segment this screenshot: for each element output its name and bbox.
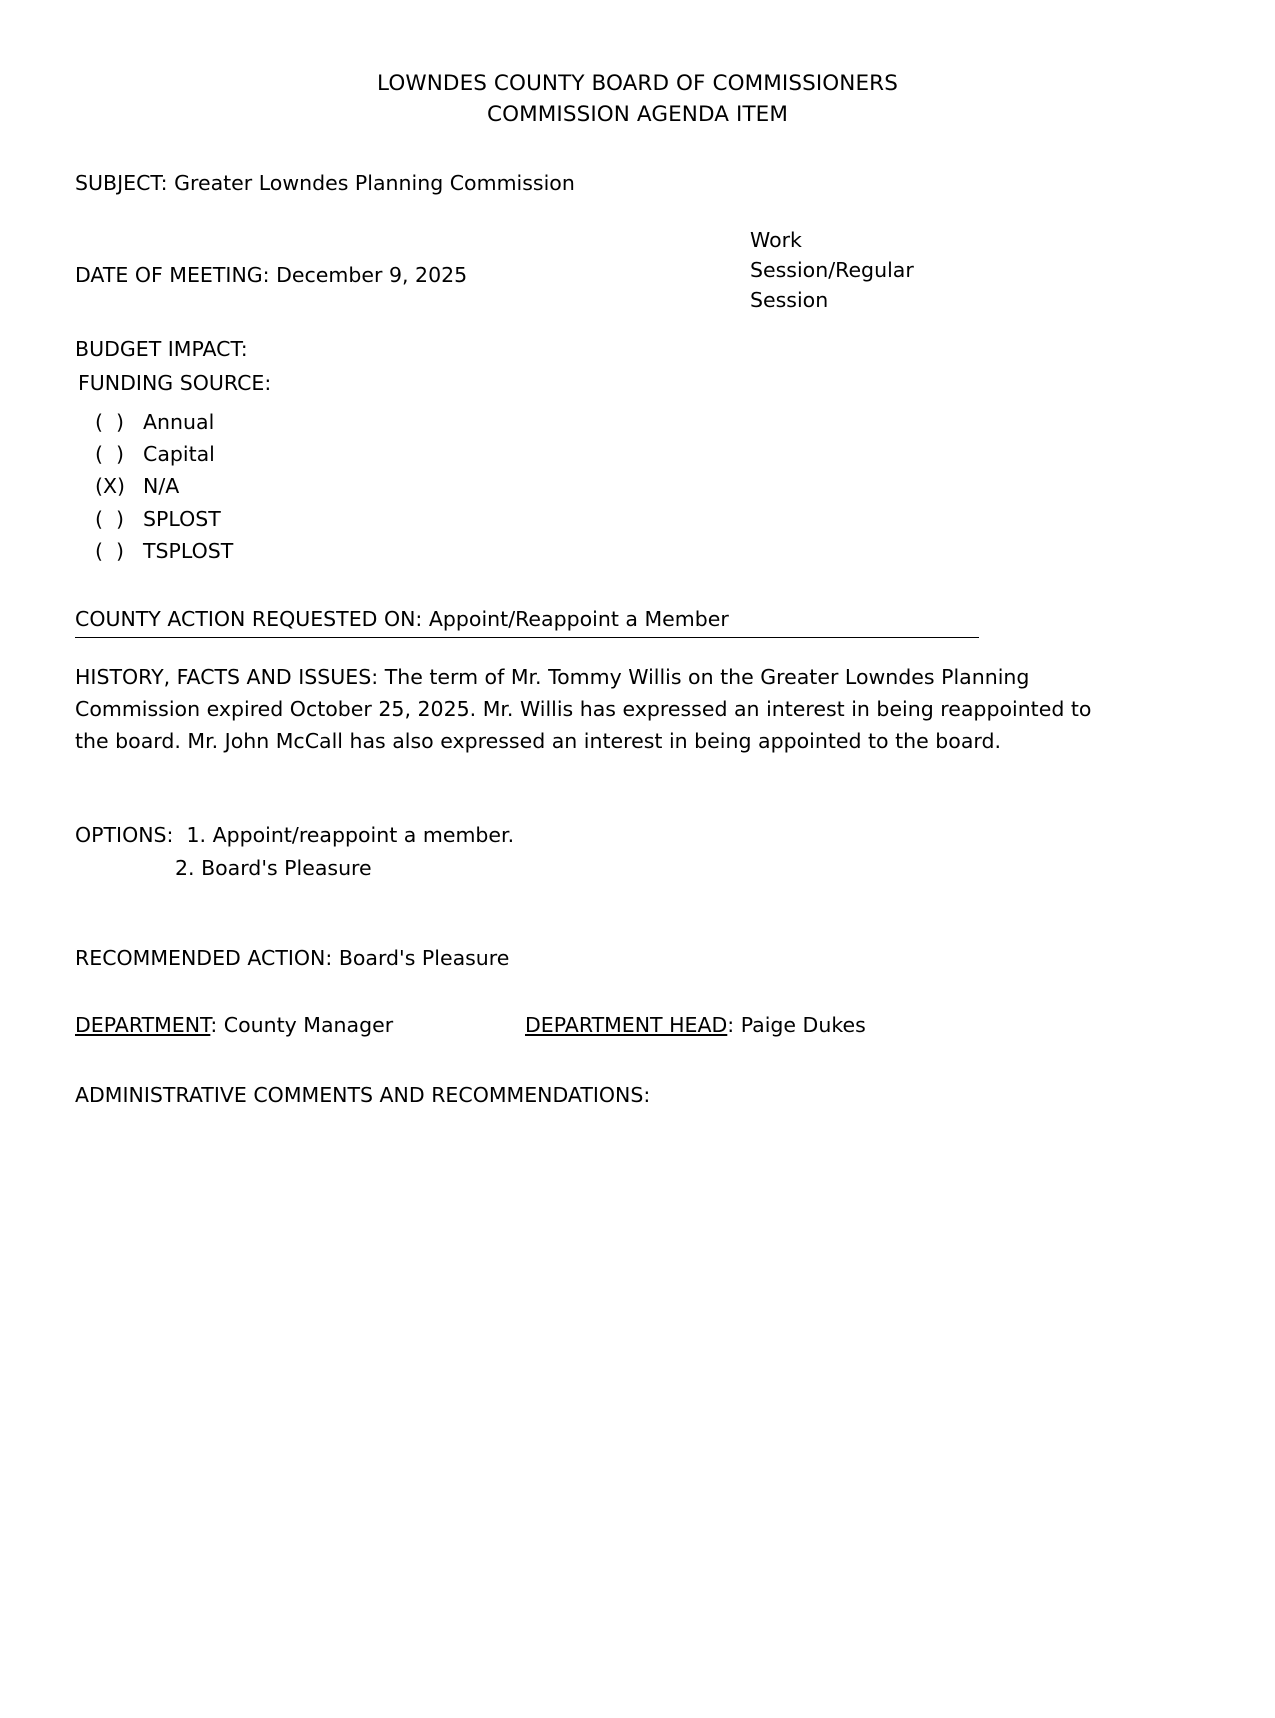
funding-option-splost[interactable] xyxy=(95,503,1200,535)
funding-option-splost-checkbox[interactable]: ( ) xyxy=(95,506,125,531)
county-action-requested xyxy=(75,604,979,639)
header-line-2: COMMISSION AGENDA ITEM xyxy=(486,102,789,128)
administrative-comments-label: ADMINISTRATIVE COMMENTS AND RECOMMENDATIONS: xyxy=(75,1083,651,1108)
funding-option-tsplost-checkbox[interactable]: ( ) xyxy=(95,539,125,564)
options-item-1: 1. Appoint/reappoint a member. xyxy=(186,823,515,848)
options-line-1 xyxy=(75,820,1200,852)
subject-row xyxy=(75,168,1200,200)
department-head-block xyxy=(525,1010,866,1042)
budget-impact-label: BUDGET IMPACT: xyxy=(75,337,248,362)
county-action-label: COUNTY ACTION REQUESTED ON: xyxy=(75,606,423,631)
department-value: : County Manager xyxy=(210,1013,394,1038)
county-action-value: Appoint/Reappoint a Member xyxy=(428,606,729,631)
date-of-meeting xyxy=(75,260,467,292)
history-label: HISTORY, FACTS AND ISSUES: xyxy=(75,665,379,690)
subject-value: Greater Lowndes Planning Commission xyxy=(174,171,575,196)
department-head-label: DEPARTMENT HEAD xyxy=(525,1013,728,1038)
history-facts-issues xyxy=(75,662,1115,758)
funding-option-na[interactable] xyxy=(95,470,1200,502)
recommended-action-label: RECOMMENDED ACTION: xyxy=(75,945,333,970)
funding-option-splost-label: SPLOST xyxy=(143,506,221,531)
funding-option-tsplost-label: TSPLOST xyxy=(143,539,234,564)
funding-option-capital[interactable] xyxy=(95,438,1200,470)
date-label: DATE OF MEETING: xyxy=(75,263,270,288)
agenda-item-page xyxy=(0,68,1275,1718)
date-value: December 9, 2025 xyxy=(276,263,468,288)
funding-source-options xyxy=(75,406,1200,568)
history-text: The term of Mr. Tommy Willis on the Greater Lowndes Planning Commission expired October 25, 2025. Mr. Willis has expressed an interest in being reappointed to the board. Mr. John McCall has also expressed an interest in being appointed to the board. xyxy=(75,665,1092,754)
department-label: DEPARTMENT xyxy=(75,1013,211,1038)
options-section xyxy=(75,820,1200,885)
session-type: Work Session/Regular Session xyxy=(750,228,914,312)
funding-option-annual[interactable] xyxy=(95,406,1200,438)
funding-option-capital-checkbox[interactable]: ( ) xyxy=(95,442,125,467)
options-label: OPTIONS: xyxy=(75,823,174,848)
department-row xyxy=(75,1010,1200,1040)
funding-option-annual-checkbox[interactable]: ( ) xyxy=(95,409,125,434)
funding-source-label: FUNDING SOURCE: xyxy=(78,370,272,395)
header-line-1: LOWNDES COUNTY BOARD OF COMMISSIONERS xyxy=(377,71,898,96)
funding-option-tsplost[interactable] xyxy=(95,535,1200,567)
funding-option-capital-label: Capital xyxy=(143,442,215,467)
recommended-action-value: Board's Pleasure xyxy=(338,945,510,970)
funding-option-na-label: N/A xyxy=(143,474,180,499)
department-block xyxy=(75,1010,393,1042)
document-body xyxy=(0,168,1275,1112)
document-header xyxy=(0,68,1275,130)
subject-label: SUBJECT: xyxy=(75,171,168,196)
funding-option-annual-label: Annual xyxy=(143,409,215,434)
recommended-action-row xyxy=(75,943,1200,975)
department-head-value: : Paige Dukes xyxy=(727,1013,866,1038)
options-item-2: 2. Board's Pleasure xyxy=(175,855,372,880)
meeting-row xyxy=(75,228,1200,322)
funding-option-na-checkbox[interactable]: (X) xyxy=(95,474,126,499)
